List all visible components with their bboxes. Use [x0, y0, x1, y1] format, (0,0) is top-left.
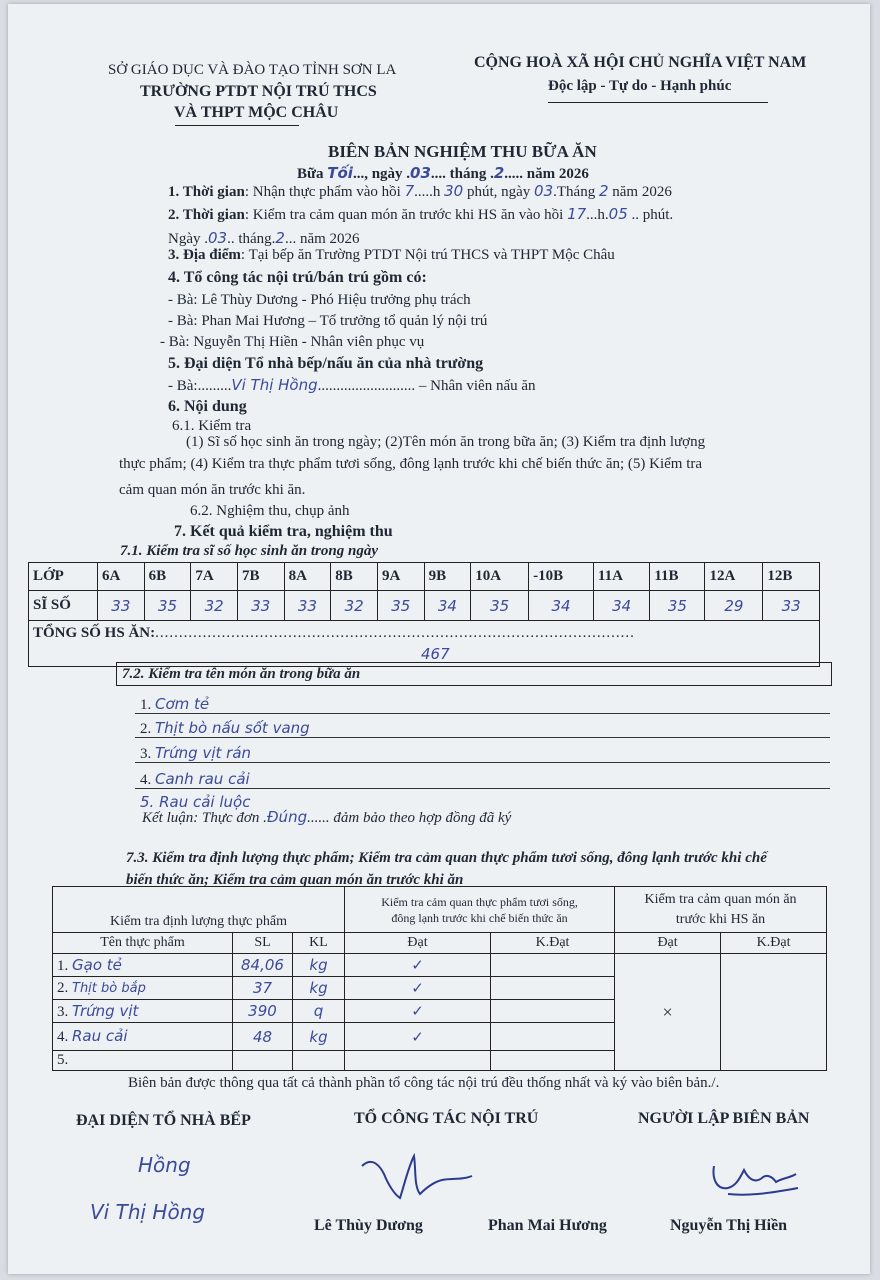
food-name-cell	[53, 977, 233, 1000]
date-prefix: Ngày	[168, 231, 201, 247]
school-name-line2: VÀ THPT MỘC CHÂU	[174, 104, 339, 121]
minute-unit: phút, ngày	[466, 184, 531, 200]
class-count-table	[28, 562, 820, 667]
kl-cell: kg	[293, 977, 345, 1000]
conclusion-prefix: Kết luận: Thực đơn .	[142, 810, 267, 826]
sl-cell: 37	[233, 977, 293, 1000]
count-cell: 35	[144, 591, 191, 621]
member-1: - Bà: Lê Thùy Dương - Phó Hiệu trưởng phụ trách	[168, 292, 471, 308]
col-kl: KL	[293, 933, 345, 954]
section-2-hour: 17	[567, 205, 587, 223]
sense-kdat-cell	[721, 954, 827, 1071]
author-title: NGƯỜI LẬP BIÊN BẢN	[638, 1110, 810, 1127]
col-food-name: Tên thực phẩm	[53, 933, 233, 954]
section-3-label: 3. Địa điểm	[168, 247, 241, 263]
food-name: Gạo tẻ	[72, 955, 122, 974]
class-cell: 10A	[471, 563, 529, 591]
author-signature-mark	[706, 1156, 806, 1202]
quant-header: Kiểm tra định lượng thực phẩm	[53, 887, 345, 933]
class-cell: 6A	[98, 563, 145, 591]
dish-name: Thịt bò nấu sốt vang	[155, 719, 310, 737]
count-cell: 34	[529, 591, 594, 621]
class-cell: 6B	[144, 563, 191, 591]
fresh-kdat-cell	[491, 954, 615, 977]
document-title: BIÊN BẢN NGHIỆM THU BỮA ĂN	[328, 142, 597, 161]
section-1-day: 03	[534, 182, 554, 200]
dish-item-extra: 5. Rau cải luộc	[140, 793, 251, 811]
dish-num: 1.	[140, 697, 152, 713]
sl-cell: 390	[233, 1000, 293, 1023]
count-cell: 33	[98, 591, 145, 621]
header-underline-right	[548, 102, 768, 103]
section-2-label: 2. Thời gian	[168, 207, 245, 223]
sl-cell: 84,06	[233, 954, 293, 977]
section-3	[168, 247, 615, 264]
class-cell: 11A	[593, 563, 649, 591]
section-5-label: 5. Đại diện Tổ nhà bếp/nấu ăn của nhà trường	[168, 355, 484, 372]
count-row	[29, 591, 820, 621]
count-cell: 33	[763, 591, 820, 621]
col-sl: SL	[233, 933, 293, 954]
meal-line: Bữa Tối..., ngày .03.... tháng .2..... năm 2026	[297, 164, 589, 182]
hour-unit: h	[597, 207, 605, 223]
header-underline-left	[175, 125, 299, 126]
minute-unit: .. phút.	[631, 207, 674, 223]
meal-value: Tối	[327, 164, 353, 182]
kl-cell: q	[293, 1000, 345, 1023]
food-name: Thịt bò bắp	[72, 980, 146, 996]
food-name-cell	[53, 954, 233, 977]
section-7-3-label-1: 7.3. Kiểm tra định lượng thực phẩm; Kiểm tra cảm quan thực phẩm tươi sống, đông lạnh trước khi chế	[126, 850, 767, 866]
class-cell: 8A	[284, 563, 331, 591]
section-1-label: 1. Thời gian	[168, 184, 245, 200]
total-cell: TỔNG SỐ HS ĂN:..................................................................................................... 467	[29, 621, 820, 667]
count-cell: 35	[471, 591, 529, 621]
hour-unit: h	[432, 184, 441, 200]
class-cell: 12B	[763, 563, 820, 591]
sl-cell	[233, 1051, 293, 1071]
col-fresh-kdat: K.Đạt	[491, 933, 615, 954]
count-cell: 35	[377, 591, 424, 621]
kl-cell: kg	[293, 954, 345, 977]
dish-line	[135, 737, 830, 738]
day-value: 03	[410, 164, 431, 182]
total-label: TỔNG SỐ HS ĂN:	[33, 625, 156, 641]
section-2-minute: 05	[608, 205, 628, 223]
food-name-cell	[53, 1023, 233, 1051]
count-cell: 35	[650, 591, 705, 621]
section-7-1-label: 7.1. Kiểm tra sĩ số học sinh ăn trong ngày	[120, 543, 378, 559]
count-cell: 32	[191, 591, 238, 621]
class-cell: 11B	[650, 563, 705, 591]
year-label: năm 2026	[299, 231, 360, 247]
food-check-table	[52, 886, 827, 1071]
conclusion-suffix: ...... đảm bảo theo hợp đồng đã ký	[307, 810, 512, 826]
count-row-header: SĨ SỐ	[29, 591, 98, 621]
count-cell: 34	[424, 591, 471, 621]
kitchen-staff-name: Vi Thị Hồng	[231, 376, 318, 394]
month-label: tháng	[449, 166, 487, 182]
section-2: 2. Thời gian: Kiểm tra cảm quan món ăn trước khi HS ăn vào hồi 17...h.05 .. phút.	[168, 205, 674, 223]
section-2-month: 2	[275, 229, 285, 247]
section-6-para-3: cảm quan món ăn trước khi ăn.	[119, 482, 306, 498]
month-word: .Tháng	[553, 184, 596, 200]
conclusion-value: Đúng	[266, 808, 308, 826]
fresh-kdat-cell	[491, 1051, 615, 1071]
section-2-date: Ngày .03.. tháng.2... năm 2026	[168, 229, 360, 247]
section-6-label: 6. Nội dung	[168, 398, 247, 415]
sense-dat-cell: ×	[615, 954, 721, 1071]
total-row	[29, 621, 820, 667]
class-cell: -10B	[529, 563, 594, 591]
section-2-text: : Kiểm tra cảm quan món ăn trước khi HS ăn vào hồi	[244, 207, 564, 223]
col-sense-dat: Đạt	[615, 933, 721, 954]
member-2: - Bà: Phan Mai Hương – Tổ trưởng tổ quản lý nội trú	[168, 313, 488, 329]
food-name: Trứng vịt	[72, 1001, 139, 1020]
class-cell: 9A	[377, 563, 424, 591]
menu-conclusion	[142, 808, 511, 827]
kitchen-staff-role: – Nhân viên nấu ăn	[418, 378, 536, 394]
fresh-header	[345, 887, 615, 933]
fresh-header-line-1: Kiểm tra cảm quan thực phẩm tươi sống,	[381, 894, 578, 909]
fresh-dat-cell: ✓	[345, 977, 491, 1000]
class-cell: 8B	[331, 563, 378, 591]
food-name-cell	[53, 1051, 233, 1071]
team-member-2-name: Phan Mai Hương	[488, 1217, 607, 1234]
team-title: TỔ CÔNG TÁC NỘI TRÚ	[354, 1110, 539, 1127]
closing-statement: Biên bản được thông qua tất cả thành phần tổ công tác nội trú đều thống nhất và ký vào biên bản./.	[128, 1075, 720, 1091]
kl-cell	[293, 1051, 345, 1071]
dish-item	[140, 770, 250, 789]
dish-item	[140, 695, 209, 714]
fresh-dat-cell: ✓	[345, 1023, 491, 1051]
section-7-label: 7. Kết quả kiểm tra, nghiệm thu	[174, 523, 393, 540]
member-3: - Bà: Nguyễn Thị Hiền - Nhân viên phục vụ	[160, 334, 425, 350]
section-6-para-2: thực phẩm; (4) Kiểm tra thực phẩm tươi sống, đông lạnh trước khi chế biến thức ăn; (5) Kiểm tra	[119, 456, 703, 472]
school-name-line1: TRƯỜNG PTDT NỘI TRÚ THCS	[140, 83, 377, 100]
month-value: 2	[493, 164, 505, 182]
dish-num: 3.	[140, 746, 152, 762]
row-num: 4.	[57, 1029, 69, 1045]
section-6-1: 6.1. Kiểm tra	[172, 418, 252, 434]
section-5-line: - Bà:.........Vi Thị Hồng.......................... – Nhân viên nấu ăn	[168, 376, 536, 394]
section-7-2-label: 7.2. Kiểm tra tên món ăn trong bữa ăn	[122, 666, 361, 682]
class-cell: 7B	[237, 563, 284, 591]
fresh-kdat-cell	[491, 1000, 615, 1023]
section-2-day: 03	[208, 229, 228, 247]
table-head-row-1	[53, 887, 827, 933]
kl-cell: kg	[293, 1023, 345, 1051]
fresh-header-line-2: đông lạnh trước khi chế biến thức ăn	[391, 910, 568, 925]
total-value: 467	[421, 645, 450, 663]
count-cell: 29	[705, 591, 763, 621]
dish-line	[135, 713, 830, 714]
sense-header	[615, 887, 827, 933]
class-cell: 12A	[705, 563, 763, 591]
sense-header-line-1: Kiểm tra cảm quan món ăn	[644, 891, 797, 907]
motto: Độc lập - Tự do - Hạnh phúc	[548, 78, 732, 94]
kitchen-signature: Hồng	[138, 1153, 191, 1177]
dish-item	[140, 744, 251, 763]
dish-num: 4.	[140, 772, 152, 788]
kitchen-prefix: - Bà:	[168, 378, 198, 394]
class-row-header: LỚP	[29, 563, 98, 591]
day-label: ngày	[371, 166, 403, 182]
section-1-month: 2	[598, 182, 609, 200]
col-fresh-dat: Đạt	[345, 933, 491, 954]
sl-cell: 48	[233, 1023, 293, 1051]
dish-name: Canh rau cải	[155, 770, 250, 788]
table-head-row-2	[53, 933, 827, 954]
food-name: Rau cải	[72, 1027, 128, 1045]
row-num: 1.	[57, 957, 69, 974]
section-1-year: năm 2026	[612, 184, 672, 200]
fresh-kdat-cell	[491, 1023, 615, 1051]
section-6-2: 6.2. Nghiệm thu, chụp ảnh	[190, 503, 350, 519]
team-signature-mark	[356, 1148, 476, 1210]
fresh-kdat-cell	[491, 977, 615, 1000]
section-3-text: : Tại bếp ăn Trường PTDT Nội trú THCS và THPT Mộc Châu	[240, 247, 615, 263]
republic-title: CỘNG HOÀ XÃ HỘI CHỦ NGHĨA VIỆT NAM	[474, 54, 807, 71]
col-sense-kdat: K.Đạt	[721, 933, 827, 954]
section-6-para-1: (1) Sĩ số học sinh ăn trong ngày; (2)Tên món ăn trong bữa ăn; (3) Kiểm tra định lượng	[186, 434, 706, 450]
class-cell: 7A	[191, 563, 238, 591]
dish-line	[135, 788, 830, 789]
fresh-dat-cell	[345, 1051, 491, 1071]
dept-name: SỞ GIÁO DỤC VÀ ĐÀO TẠO TỈNH SƠN LA	[108, 62, 397, 78]
year-label: năm 2026	[526, 166, 589, 182]
count-cell: 34	[593, 591, 649, 621]
section-1-minute: 30	[444, 182, 464, 200]
month-label: tháng	[238, 231, 272, 247]
class-cell: 9B	[424, 563, 471, 591]
section-4-label: 4. Tổ công tác nội trú/bán trú gồm có:	[168, 269, 427, 286]
meal-prefix: Bữa	[297, 166, 324, 182]
row-num: 3.	[57, 1003, 69, 1020]
fresh-dat-cell: ✓	[345, 1000, 491, 1023]
dish-name: Cơm tẻ	[155, 695, 210, 713]
fresh-dat-cell: ✓	[345, 954, 491, 977]
author-name: Nguyễn Thị Hiền	[670, 1217, 788, 1234]
table-row	[53, 954, 827, 977]
class-row	[29, 563, 820, 591]
count-cell: 32	[331, 591, 378, 621]
kitchen-signed-name: Vi Thị Hồng	[90, 1200, 206, 1224]
kitchen-rep-title: ĐẠI DIỆN TỔ NHÀ BẾP	[76, 1112, 251, 1129]
row-num: 2.	[57, 979, 69, 996]
count-cell: 33	[284, 591, 331, 621]
food-name-cell	[53, 1000, 233, 1023]
section-1-text: : Nhận thực phẩm vào hồi	[244, 184, 401, 200]
dish-item	[140, 719, 310, 738]
dish-name: Trứng vịt rán	[155, 744, 252, 762]
dish-num: 2.	[140, 721, 152, 737]
section-7-3-label-2: biến thức ăn; Kiểm tra cảm quan món ăn trước khi ăn	[126, 872, 464, 888]
team-member-1-name: Lê Thùy Dương	[314, 1217, 423, 1234]
dish-line	[135, 762, 830, 763]
section-1-hour: 7	[404, 182, 415, 200]
row-num: 5.	[57, 1052, 69, 1068]
section-1: 1. Thời gian: Nhận thực phẩm vào hồi 7.....h 30 phút, ngày 03.Tháng 2 năm 2026	[168, 182, 672, 200]
count-cell: 33	[237, 591, 284, 621]
sense-header-line-2: trước khi HS ăn	[675, 911, 766, 927]
